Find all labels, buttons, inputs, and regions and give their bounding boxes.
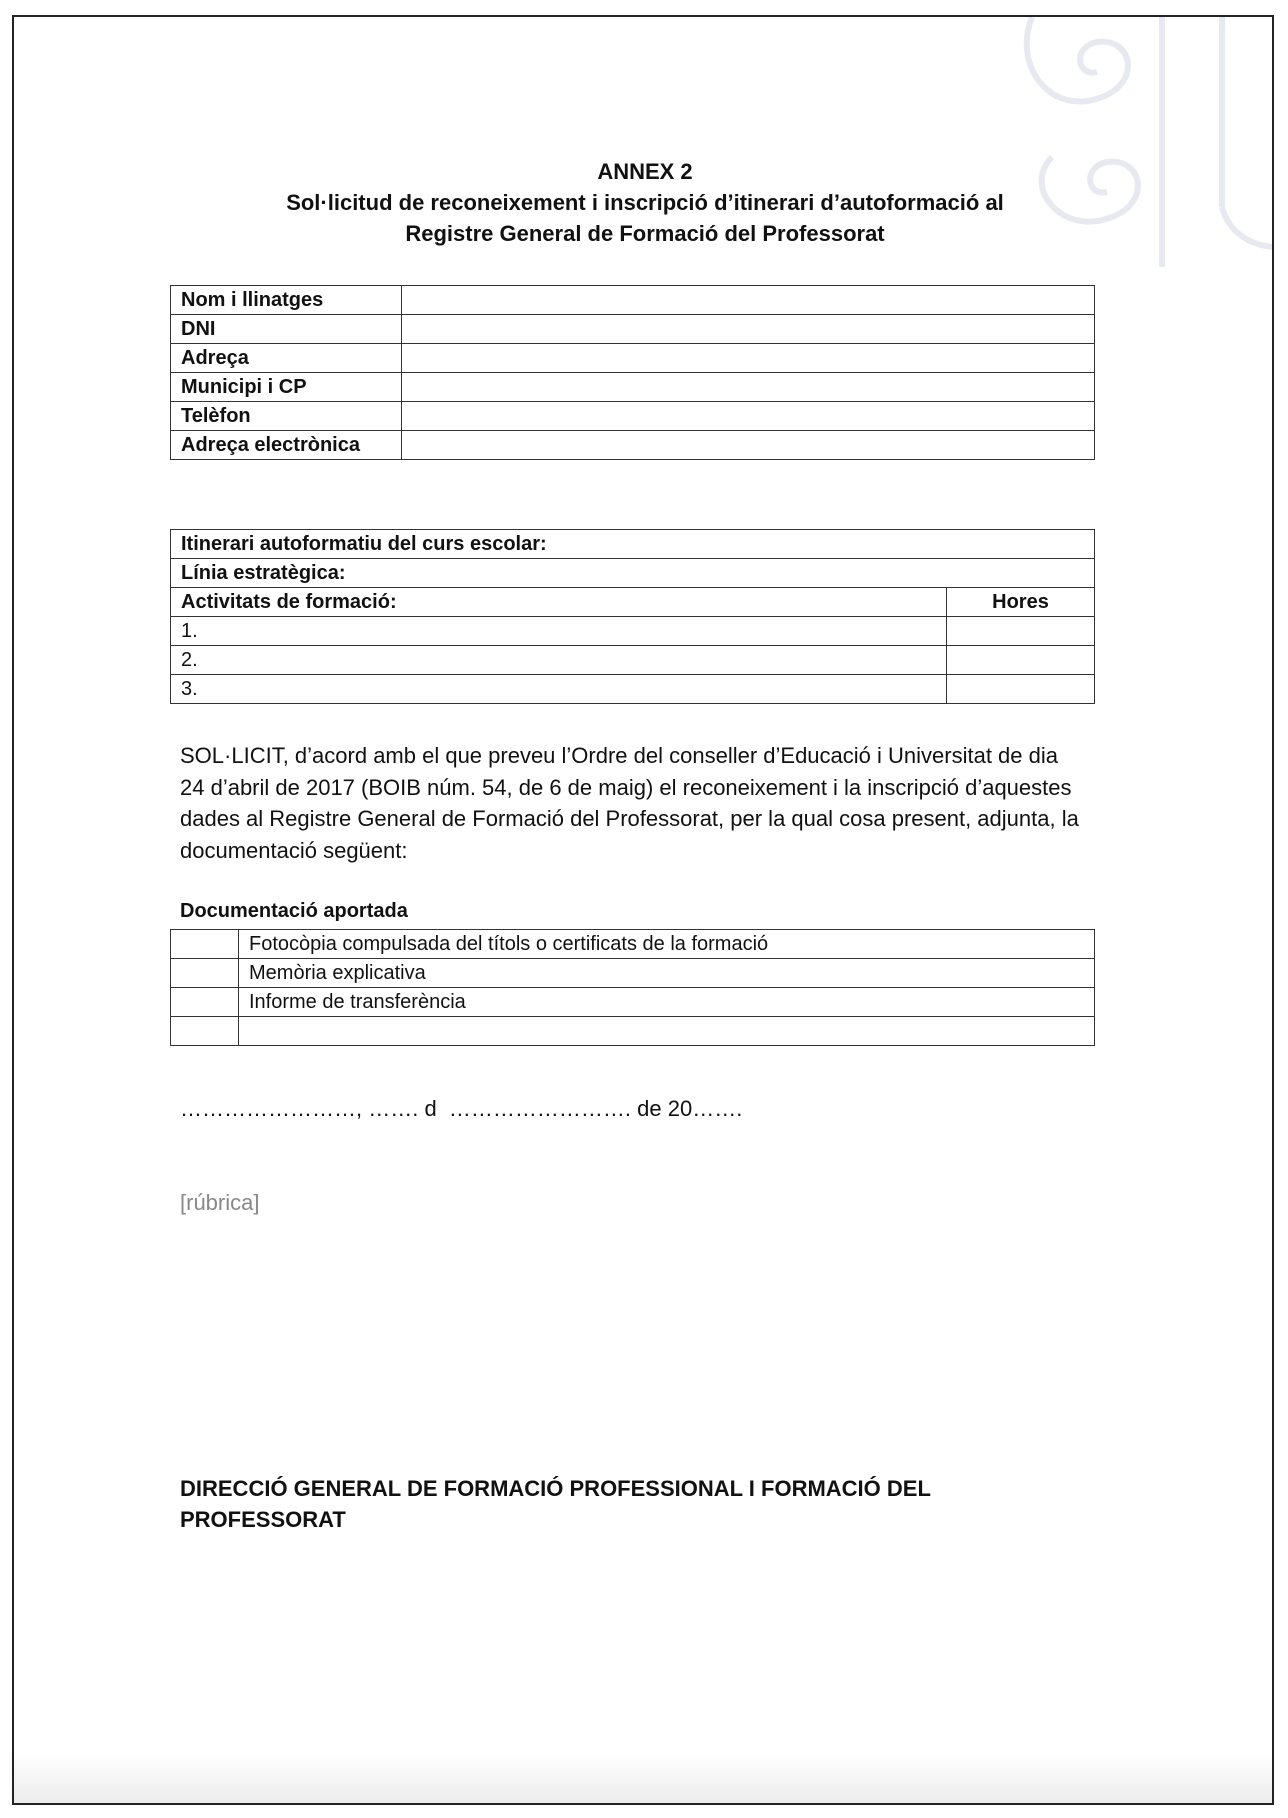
activity-2-hours[interactable] xyxy=(947,646,1095,675)
doc-item-3: Informe de transferència xyxy=(239,988,1095,1017)
document-header xyxy=(170,156,1120,249)
documentation-label: Documentació aportada xyxy=(180,900,408,922)
addressee-title: DIRECCIÓ GENERAL DE FORMACIÓ PROFESSIONAL I FORMACIÓ DEL PROFESSORAT xyxy=(180,1476,931,1532)
table-row xyxy=(171,559,1095,588)
table-row xyxy=(171,588,1095,617)
activity-3-hours[interactable] xyxy=(947,675,1095,704)
table-row xyxy=(171,315,1095,344)
field-value-email[interactable] xyxy=(402,431,1095,460)
field-label-name: Nom i llinatges xyxy=(171,286,402,315)
field-value-municipality[interactable] xyxy=(402,373,1095,402)
page-bottom-shade xyxy=(14,1753,1272,1803)
signature-placeholder: [rúbrica] xyxy=(180,1190,260,1215)
doc-item-4[interactable] xyxy=(239,1017,1095,1046)
table-row xyxy=(171,344,1095,373)
doc-checkbox-4[interactable] xyxy=(171,1017,239,1046)
table-row xyxy=(171,286,1095,315)
field-value-dni[interactable] xyxy=(402,315,1095,344)
activities-header: Activitats de formació: xyxy=(171,588,947,617)
table-row xyxy=(171,675,1095,704)
course-year-label[interactable]: Itinerari autoformatiu del curs escolar: xyxy=(171,530,1095,559)
field-label-municipality: Municipi i CP xyxy=(171,373,402,402)
table-row xyxy=(171,646,1095,675)
field-value-phone[interactable] xyxy=(402,402,1095,431)
activity-1[interactable]: 1. xyxy=(171,617,947,646)
table-row xyxy=(171,930,1095,959)
itinerary-table xyxy=(170,529,1095,704)
doc-item-2: Memòria explicativa xyxy=(239,959,1095,988)
doc-checkbox-3[interactable] xyxy=(171,988,239,1017)
table-row xyxy=(171,617,1095,646)
request-paragraph: SOL·LICIT, d’acord amb el que preveu l’Ordre del conseller d’Educació i Universitat de dia 24 d’abril de 2017 (BOIB núm. 54, de 6 de maig) el reconeixement i la inscripció d’aquestes dades al Registre General de Formació del Professorat, per la qual cosa present, adjunta, la documentació següent: xyxy=(180,743,1079,863)
document-title-line-2: Registre General de Formació del Professorat xyxy=(405,221,885,246)
hours-header: Hores xyxy=(947,588,1095,617)
field-value-name[interactable] xyxy=(402,286,1095,315)
activity-3[interactable]: 3. xyxy=(171,675,947,704)
table-row xyxy=(171,373,1095,402)
table-row xyxy=(171,1017,1095,1046)
doc-item-1: Fotocòpia compulsada del títols o certificats de la formació xyxy=(239,930,1095,959)
document-title-line-1: Sol·licitud de reconeixement i inscripció d’itinerari d’autoformació al xyxy=(286,190,1004,215)
field-value-address[interactable] xyxy=(402,344,1095,373)
table-row xyxy=(171,402,1095,431)
table-row xyxy=(171,431,1095,460)
field-label-phone: Telèfon xyxy=(171,402,402,431)
table-row xyxy=(171,988,1095,1017)
doc-checkbox-2[interactable] xyxy=(171,959,239,988)
date-place-line[interactable]: ……………………, ……. d ……………………. de 20……. xyxy=(180,1096,743,1121)
field-label-address: Adreça xyxy=(171,344,402,373)
field-label-dni: DNI xyxy=(171,315,402,344)
documentation-table xyxy=(170,929,1095,1046)
doc-checkbox-1[interactable] xyxy=(171,930,239,959)
annex-title: ANNEX 2 xyxy=(597,159,693,184)
strategic-line-label[interactable]: Línia estratègica: xyxy=(171,559,1095,588)
table-row xyxy=(171,959,1095,988)
table-row xyxy=(171,530,1095,559)
field-label-email: Adreça electrònica xyxy=(171,431,402,460)
personal-data-table xyxy=(170,285,1095,460)
activity-1-hours[interactable] xyxy=(947,617,1095,646)
activity-2[interactable]: 2. xyxy=(171,646,947,675)
